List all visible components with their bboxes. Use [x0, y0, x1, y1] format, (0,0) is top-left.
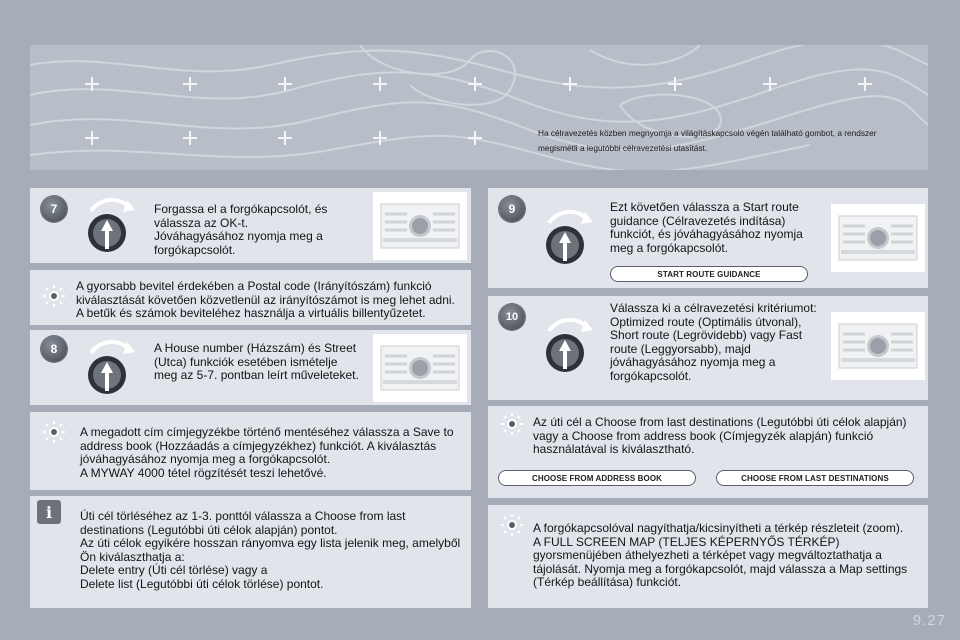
radio-device-image — [831, 204, 925, 272]
banner-note: Ha célravezetés közben megnyomja a világításkapcsoló végén található gombot, a rendszer megismétli a legutóbbi célravezetési utasítást. — [538, 128, 877, 153]
radio-device-image — [373, 192, 467, 260]
step-10-text: Válassza ki a célravezetési kritériumot: Optimized route (Optimális útvonal), Short route (Legrövidebb) vagy Fast route (Leggyorsabb), majd jóváhagyásához nyomja meg a forgókapcsolót. — [610, 301, 817, 383]
choose-from-address-book-button[interactable]: CHOOSE FROM ADDRESS BOOK — [498, 470, 696, 486]
page-number: 9.27 — [912, 612, 946, 629]
radio-device-image — [831, 312, 925, 380]
start-route-guidance-button[interactable]: START ROUTE GUIDANCE — [610, 266, 808, 282]
step-8-panel — [30, 330, 471, 405]
step-8-badge: 8 — [41, 336, 67, 362]
info-delete-panel — [30, 496, 471, 608]
rotary-knob-icon — [75, 191, 139, 261]
tip-postal-code-panel — [30, 270, 471, 325]
choose-from-last-destinations-button[interactable]: CHOOSE FROM LAST DESTINATIONS — [716, 470, 914, 486]
step-9-badge: 9 — [499, 196, 525, 222]
tip-sun-icon — [42, 284, 66, 308]
tip-choose-from-panel — [488, 406, 928, 498]
step-7-text: Forgassa el a forgókapcsolót, és válassza az OK-t. Jóváhagyásához nyomja meg a forgókapcsolót. — [154, 202, 328, 257]
tip-postal-code-text: A gyorsabb bevitel érdekében a Postal code (Irányítószám) funkció kiválasztását követően közvetlenül az irányítószámot is meg lehet adni. A betűk és számok beviteléhez használja a virtuális billentyűzetet. — [76, 279, 455, 320]
tip-address-book-panel — [30, 412, 471, 490]
tip-sun-icon — [500, 513, 524, 537]
tip-sun-icon — [42, 420, 66, 444]
tip-zoom-text: A forgókapcsolóval nagyíthatja/kicsinyítheti a térkép részleteit (zoom). A FULL SCREEN MAP (TELJES KÉPERNYŐS TÉRKÉP) gyorsmenüjében áthelyezheti a térképet vagy megváltoztathatja a tájolását. Nyomja meg a forgókapcsolót, majd válassza a Map settings (Térkép beállítása) funkciót. — [533, 521, 908, 589]
rotary-knob-icon — [75, 333, 139, 403]
step-9-text: Ezt követően válassza a Start route guidance (Célravezetés indítása) funkciót, és jóváhagyásához nyomja meg a forgókapcsolót. — [610, 200, 803, 255]
info-delete-text: Úti cél törléséhez az 1-3. ponttól válassza a Choose from last destinations (Legutóbbi úti célok alapján) pontot. Az úti célok egyikére hosszan rányomva egy lista jelenik meg, amelyből Ön kiválaszthatja a: Delete entry (Úti cél törlése) vagy a Delete list (Legutóbbi úti célok törlése) pontot. — [80, 509, 461, 591]
step-10-panel — [488, 296, 928, 400]
step-8-text: A House number (Házszám) és Street (Utca) funkciók esetében ismételje meg az 5-7. pontban leírt műveleteket. — [154, 341, 359, 382]
step-7-panel — [30, 188, 471, 263]
step-7-badge: 7 — [41, 196, 67, 222]
tip-choose-from-text: Az úti cél a Choose from last destinations (Legutóbbi úti célok alapján) vagy a Choose from address book (Címjegyzék alapján) funkció használatával is kiválasztható. — [533, 415, 907, 456]
rotary-knob-icon — [533, 203, 597, 273]
info-icon: i — [37, 500, 61, 524]
tip-address-book-text: A megadott cím címjegyzékbe történő mentéséhez válassza a Save to address book (Hozzáadás a címjegyzékhez) funkciót. A kiválasztás jóváhagyásához nyomja meg a forgókapcsolót. A MYWAY 4000 tétel rögzítését teszi lehetővé. — [80, 425, 454, 480]
step-10-badge: 10 — [499, 304, 525, 330]
rotary-knob-icon — [533, 311, 597, 381]
step-9-panel — [488, 188, 928, 288]
tip-zoom-panel — [488, 505, 928, 608]
tip-sun-icon — [500, 412, 524, 436]
radio-device-image — [373, 334, 467, 402]
